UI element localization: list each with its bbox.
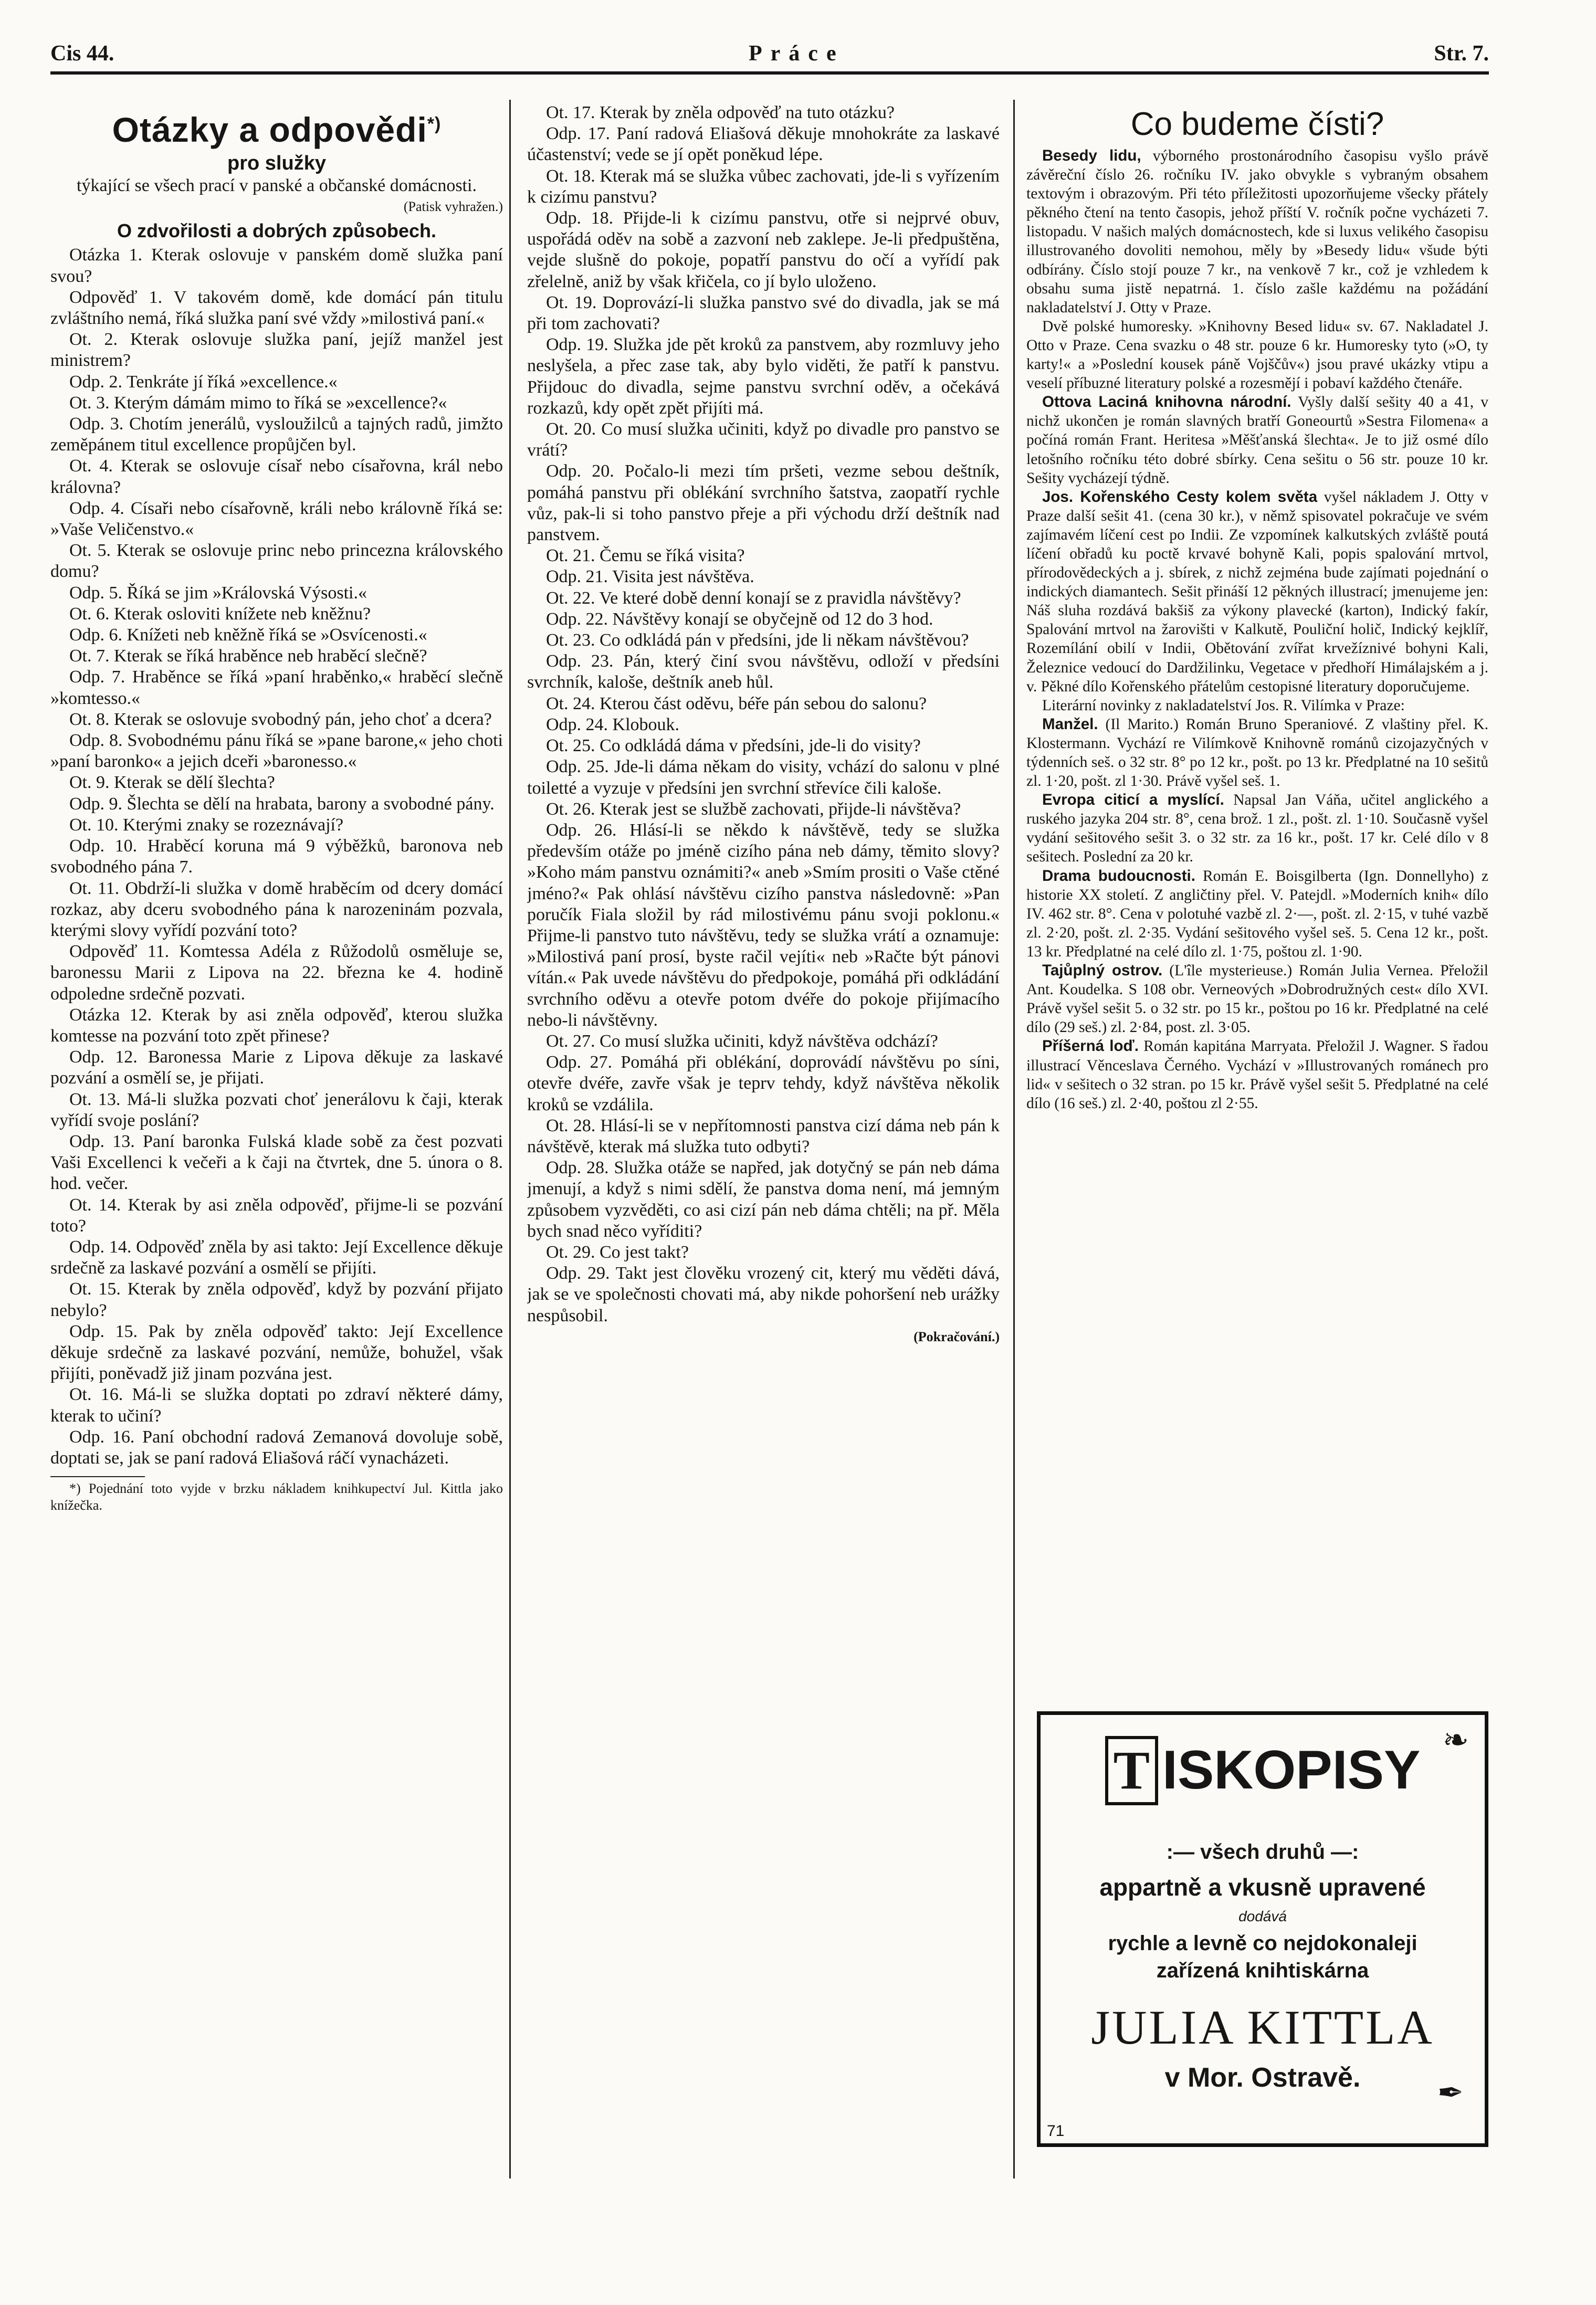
qa-paragraph: Ot. 29. Co jest takt? [546, 1242, 689, 1262]
qa-paragraph: Ot. 28. Hlásí-li se v nepřítomnosti panstva cizí dáma neb pán k návštěvě, kterak má služka tuto odbyti? [527, 1115, 1000, 1156]
issue-number: Cis 44. [50, 41, 114, 66]
notice-text: Román E. Boisgilberta (Ign. Donnellyho) z historie XX století. Z angličtiny přel. V. Patejdl. »Moderních knih« dílo IV. 462 str. 8°. Cena v polotuhé vazbě zl. 2·—, pošt. zl. 2·15, v tuhé vazbě zl. 2·20, pošt. zl. 2·35. Vydání sešitového vyšel seš. 5. Cena 12 kr., pošt. 13 kr. Předplatné na celé dílo zl. 1·75, poštou zl. 1·90. [1026, 867, 1488, 960]
ad-company-name: JULIA KITTLA [1091, 2001, 1434, 2054]
qa-paragraph: Ot. 21. Čemu se říká visita? [546, 546, 745, 566]
qa-paragraph: Odp. 21. Visita jest návštěva. [546, 567, 754, 587]
notice-paragraph [1026, 393, 1488, 487]
qa-paragraph: Odp. 28. Služka otáže se napřed, jak dotyčný se pán neb dáma jmenují, a když s nimi sdělí, že panstva doma není, má jemným způsobem vyzvěděti, co asi cizí pán neb dáma chtěli; na př. Měla bych snad něco vyříditi? [527, 1158, 1000, 1241]
footnote-mark: *) [427, 114, 442, 134]
notice-text: vyšel nákladem J. Otty v Praze další sešit 41. (cena 30 kr.), v němž spisovatel pokračuje ve svém zajímavém líčení cest po Indii. Ze vzpomínek kalkutských zvláště poutá líčení obřadů ku poctě krvavé bohyně Kali, popis spalování mrtvol, přírodovědeckých a j. sbírek, z nichž zejména bude zajímati pojednání o indických diamantech. Sešit přináší 12 pěkných illustrací; jmenujeme jen: Náš sluha rozdává bakšiš za výkony plavecké (karton), Indický fakír, Spalování mrtvol na žarovišti v Kalkutě, Pouliční holič, Indický kejklíř, Rozemílání obilí v Indii, Obětování zvířat krvežíznivé bohyni Kali, Železnice vedoucí do Dardžilinku, Vegetace v předhoří Himálajském a j. v. Pěkné dílo Kořenského přátelům cestopisné literatury doporučujeme. [1026, 488, 1488, 695]
notice-title: Evropa citicí a myslící. [1042, 791, 1224, 809]
page-header [50, 41, 1489, 72]
qa-paragraph: Ot. 9. Kterak se dělí šlechta? [69, 773, 275, 793]
ad-location: v Mor. Ostravě. [1164, 2062, 1361, 2093]
qa-paragraph: Odp. 2. Tenkráte jí říká »excellence.« [69, 372, 338, 392]
qa-paragraph: Ot. 3. Kterým dámám mimo to říká se »excellence?« [69, 393, 447, 413]
ad-line-style: appartně a vkusně upravené [1099, 1874, 1426, 1901]
notice-text: (L'île mysterieuse.) Román Julia Vernea. Přeložil Ant. Koudelka. S 108 obr. Verneových »Dobrodružných cest« dílo XVI. Právě vyšel sešit 5. o 32 str. po 15 kr., poštou po 16 kr. Předplatné na celé dílo (29 seš.) zl. 2·84, post. zl. 3·05. [1026, 962, 1488, 1036]
qa-list-1 [50, 245, 503, 1469]
column-divider-2 [1013, 100, 1015, 2178]
qa-paragraph: Ot. 17. Kterak by zněla odpověď na tuto otázku? [546, 103, 895, 122]
column-2 [527, 102, 1000, 2118]
notice-paragraph [1026, 696, 1488, 715]
notice-paragraph [1026, 317, 1488, 393]
qa-paragraph: Ot. 10. Kterými znaky se rozeznávají? [69, 815, 344, 835]
page-number: Str. 7. [1434, 41, 1489, 66]
qa-paragraph: Otázka 12. Kterak by asi zněla odpověď, kterou služka komtesse na pozvání toto zpět přinese? [50, 1005, 503, 1046]
qa-paragraph: Odp. 8. Svobodnému pánu říká se »pane barone,« jeho choti »paní baronko« a jejich dceři »baronesso.« [50, 731, 503, 772]
qa-paragraph: Odp. 18. Přijde-li k cizímu panstvu, otře si nejprvé obuv, uspořádá oděv na sobě a zazvoní neb zaklepe. Je-li předpuštěna, vejde slušně do pokoje, popatří panstvu do očí a vyřídí pak zřelelně, aniž by však křičela, co jí bylo uloženo. [527, 208, 1000, 291]
qa-paragraph: Odp. 26. Hlásí-li se někdo k návštěvě, tedy se služka především otáže po jméně cizího pána neb dámy, těmito slovy? »Koho mám panstvu oznámiti?« aneb »Smím prositi o Vaše ctěné jméno?« Pak ohlásí návštěvu cizího panstva následovně: »Pan poručík Fiala složil by rád milostivému pánu svoji poklonu.« Přijme-li panstvo tuto návštěvu, tedy se služka vrátí a oznamuje: »Milostivá paní prosí, byste račil vejíti« neb »Račte být pánovi vítán.« Pak uvede návštěvu do předpokoje, pomáhá při odkládání svrchního oděvu a otevře potom dvéře do pokoje přijímacího nebo-li návštěvny. [527, 820, 1000, 1030]
book-notices [1026, 146, 1488, 1113]
qa-paragraph: Odp. 29. Takt jest člověku vrozený cit, který mu věděti dává, jak se ve společnosti chovati má, aby nikde pohoršení neb urážky nespůsobil. [527, 1264, 1000, 1325]
article-description: týkající se všech prací v panské a občanské domácnosti. [77, 176, 477, 195]
notice-text: Napsal Jan Váňa, učitel anglického a ruského jazyka 204 str. 8°, cena brož. 1 zl., pošt. zl. 1·10. Současně vyšel vydání sešitového sešit 3. o 32 str. za 16 kr., pošt. 17 kr. Celé dílo v 8 sešitech. Poslední za 20 kr. [1026, 792, 1488, 866]
notice-title: Příšerná loď. [1042, 1037, 1139, 1055]
qa-paragraph: Odp. 10. Hraběcí koruna má 9 výběžků, baronova neb svobodného pána 7. [50, 836, 503, 877]
qa-paragraph: Ot. 13. Má-li služka pozvati choť jenerálovu k čaji, kterak vyřídí svoje poslání? [50, 1089, 503, 1130]
notice-paragraph [1026, 961, 1488, 1037]
section-heading: O zdvořilosti a dobrých způsobech. [117, 220, 437, 242]
qa-paragraph: Otázka 1. Kterak oslovuje v panském domě služka paní svou? [50, 245, 503, 286]
qa-paragraph: Ot. 4. Kterak se oslovuje císař nebo císařovna, král nebo královna? [50, 456, 503, 497]
quill-ornament-icon: ✒ [1437, 2075, 1464, 2110]
newspaper-name: Práce [749, 41, 845, 66]
qa-paragraph: Odp. 4. Císaři nebo císařovně, králi nebo královně říká se: »Vaše Veličenstvo.« [50, 498, 503, 540]
qa-paragraph: Ot. 27. Co musí služka učiniti, když návštěva odchází? [546, 1031, 938, 1051]
qa-paragraph: Odp. 5. Říká se jim »Královská Výsosti.« [69, 583, 367, 603]
qa-paragraph: Odp. 16. Paní obchodní radová Zemanová dovoluje sobě, doptati se, jak se paní radová Eliašová ráčí vynacházeti. [50, 1427, 503, 1468]
qa-paragraph: Ot. 11. Obdrží-li služka v domě hraběcím od dcery domácí rozkaz, aby dceru svobodného pána k narozeninám pozvala, kterými slovy vyřídí pozvání toto? [50, 878, 503, 940]
qa-paragraph: Odp. 22. Návštěvy konají se obyčejně od 12 do 3 hod. [546, 609, 933, 629]
qa-list-2 [527, 102, 1000, 1327]
qa-paragraph: Ot. 26. Kterak jest se službě zachovati, přijde-li návštěva? [546, 799, 961, 819]
notice-title: Jos. Kořenského Cesty kolem světa [1042, 488, 1318, 506]
qa-paragraph: Ot. 25. Co odkládá dáma v předsíni, jde-li do visity? [546, 736, 921, 756]
notice-text: výborného prostonárodního časopisu vyšlo právě závěreční číslo 26. ročníku IV. jako obvykle s vybraným obsahem textovým i obrazovým. Při této příležitosti upozorňujeme všecky přátely pěkného čtení na tento časopis, jehož příští V. ročník počne vycházeti 7. listopadu. V našich malých domácnostech, kde si luxus velikého časopisu illustrovaného dovoliti nemohou, měly by »Besedy lidu« všude býti odbírány. Číslo stojí pouze 7 kr., na venkově 7 kr., což je vzhledem k obsahu suma jistě nepatrná. 1. číslo zašle každému na požádání nakladatelství J. Otty v Praze. [1026, 148, 1488, 316]
ad-line-quality: rychle a levně co nejdokonaleji [1108, 1932, 1418, 1955]
ad-headline [1041, 1736, 1485, 1805]
notice-text: Román kapitána Marryata. Přeložil J. Wagner. S řadou illustrací Věnceslava Černého. Vychází v »Illustrovaných románech pro lid« v sešitech o 32 stran. po 15 kr. Právě vyšel sešit 5. Předplatné na celé dílo (16 seš.) zl. 2·40, poštou zl 2·55. [1026, 1038, 1488, 1112]
qa-paragraph: Odpověď 1. V takovém domě, kde domácí pán titulu zvláštního nemá, říká služka paní své vždy »milostivá paní.« [50, 287, 503, 329]
qa-paragraph: Odp. 23. Pán, který činí svou návštěvu, odloží v předsíni svrchník, kaloše, deštník aneb hůl. [527, 651, 1000, 692]
qa-paragraph: Ot. 15. Kterak by zněla odpověď, když by pozvání přijato nebylo? [50, 1279, 503, 1320]
column-divider-1 [509, 100, 511, 2178]
qa-paragraph: Ot. 7. Kterak se říká hraběnce neb hraběcí slečně? [69, 646, 427, 666]
qa-paragraph: Odp. 25. Jde-li dáma někam do visity, vchází do salonu v plné toiletté a vyzuje v předsíni jen svrchní střevíce čili kaloše. [527, 757, 1000, 798]
qa-paragraph: Odp. 20. Počalo-li mezi tím pršeti, vezme sebou deštník, pomáhá panstvu při oblékání svrchního šatstva, zaopatří rychle vůz, pak-li si toho panstvo přeje a při východu drží deštník nad panstvem. [527, 461, 1000, 545]
corner-mark: 71 [1047, 2122, 1065, 2140]
notice-title: Besedy lidu, [1042, 147, 1141, 164]
footnote-rule [50, 1476, 145, 1477]
print-shop-advertisement [1037, 1711, 1488, 2147]
header-rule [50, 71, 1489, 75]
article-title [50, 102, 503, 151]
qa-paragraph: Odp. 12. Baronessa Marie z Lipova děkuje za laskavé pozvání a osmělí se, je přijati. [50, 1047, 503, 1088]
footnote: *) Pojednání toto vyjde v brzku nákladem knihkupectví Jul. Kittla jako knížečka. [50, 1481, 503, 1513]
ad-initial: T [1105, 1736, 1158, 1805]
column-3 [1026, 102, 1488, 1614]
notice-title: Ottova Laciná knihovna národní. [1042, 393, 1292, 411]
notice-paragraph [1026, 1037, 1488, 1112]
qa-paragraph: Odp. 17. Paní radová Eliašová děkuje mnohokráte za laskavé účastenství; vede se jí opět poněkud lépe. [527, 124, 1000, 165]
continuation-note: (Pokračování.) [914, 1329, 1000, 1344]
qa-paragraph: Odp. 3. Chotím jenerálů, vysloužilců a tajných radů, jimžto zeměpánem titul excellence propůjčen byl. [50, 414, 503, 455]
qa-paragraph: Odp. 24. Klobouk. [546, 714, 680, 734]
qa-paragraph: Ot. 20. Co musí služka učiniti, když po divadle pro panstvo se vrátí? [527, 419, 1000, 460]
notice-text: (Il Marito.) Román Bruno Speraniové. Z vlaštiny přel. K. Klostermann. Vychází re Vilímkově Knihovně románů cizojazyčných v týdenních seš. o 32 str. 8° po 12 kr., pošt. po 13 kr. Předplatné na 10 sešitů zl. 1·20, pošt. zl 1·30. Právě vyšel seš. 1. [1026, 715, 1488, 790]
qa-paragraph: Odp. 19. Služka jde pět kroků za panstvem, aby rozmluvy jeho neslyšela, a přec zase tak, aby bylo viděti, že patří k panstvu. Přijdouc do divadla, sejme panstvu svrchní oděv, a očekává rozkazů, kdy opět zpět přijíti má. [527, 335, 1000, 418]
qa-paragraph: Odp. 15. Pak by zněla odpověď takto: Její Excellence děkuje srdečně za laskavé pozvání, nemůže, bohužel, však přijíti, poněvadž již jinam pozvána jest. [50, 1321, 503, 1384]
notice-paragraph [1026, 146, 1488, 317]
qa-paragraph: Ot. 23. Co odkládá pán v předsíni, jde li někam návštěvou? [546, 630, 969, 650]
notice-paragraph [1026, 715, 1488, 791]
qa-paragraph: Ot. 22. Ve které době denní konají se z pravidla návštěvy? [546, 588, 961, 608]
qa-paragraph: Ot. 2. Kterak oslovuje služka paní, jejíž manžel jest ministrem? [50, 330, 503, 371]
notice-text: Vyšly další sešity 40 a 41, v nichž ukončen je román slavných bratří Goneourtů »Sestra Filomena« a počíná román Frant. Heritesa »Měšťanská šlechta«. Je to již osmé dílo letošního ročníku této dobré sbírky. Cena sešitu o 56 str. pouze 10 kr. Sešity vycházejí týdně. [1026, 394, 1488, 487]
qa-paragraph: Odpověď 11. Komtessa Adéla z Růžodolů osměluje se, baronessu Marii z Lipova na 22. března ke 4. hodině odpoledne srdečně pozvati. [50, 942, 503, 1004]
ad-headline-rest: ISKOPISY [1162, 1740, 1421, 1801]
notice-title: Tajůplný ostrov. [1042, 962, 1163, 980]
qa-paragraph: Ot. 5. Kterak se oslovuje princ nebo princezna královského domu? [50, 541, 503, 582]
qa-paragraph: Odp. 14. Odpověď zněla by asi takto: Její Excellence děkuje srdečně za laskavé pozvání a osmělí se přijíti. [50, 1237, 503, 1278]
notice-paragraph [1026, 488, 1488, 696]
qa-paragraph: Ot. 8. Kterak se oslovuje svobodný pán, jeho choť a dcera? [69, 709, 492, 729]
notice-title: Drama budoucnosti. [1042, 867, 1195, 885]
rights-note: (Patisk vyhražen.) [403, 199, 503, 215]
qa-paragraph: Ot. 18. Kterak má se služka vůbec zachovati, jde-li s vyřízením k cizímu panstvu? [527, 166, 1000, 207]
column-1 [50, 102, 503, 2223]
qa-paragraph: Ot. 6. Kterak osloviti knížete neb kněžnu? [69, 604, 371, 624]
qa-paragraph: Odp. 9. Šlechta se dělí na hrabata, barony a svobodné pány. [69, 794, 495, 814]
qa-paragraph: Odp. 6. Knížeti neb kněžně říká se »Osvícenosti.« [69, 625, 427, 645]
article-subtitle: pro služky [227, 152, 326, 174]
notice-title: Manžel. [1042, 715, 1098, 733]
qa-paragraph: Ot. 19. Doprovází-li služka panstvo své do divadla, jak se má při tom zachovati? [527, 292, 1000, 334]
ad-line-delivers: dodává [1238, 1908, 1287, 1924]
qa-paragraph: Ot. 14. Kterak by asi zněla odpověď, přijme-li se pozvání toto? [50, 1195, 503, 1236]
qa-paragraph: Odp. 7. Hraběnce se říká »paní hraběnko,« hraběcí slečně »komtesso.« [50, 667, 503, 708]
ad-line-printer: zařízená knihtiskárna [1156, 1959, 1369, 1982]
notice-text: Dvě polské humoresky. »Knihovny Besed lidu« sv. 67. Nakladatel J. Otto v Praze. Cena svazku o 48 str. pouze 6 kr. Humoresky tyto (»O, ty karty!« a »Poslední kousek páně Vojščův«) jsou pravé ukázky vtipu a veselí příbuzné literatury polské a rozesmějí i pobaví každého čtenáře. [1026, 318, 1488, 392]
qa-paragraph: Ot. 24. Kterou část oděvu, béře pán sebou do salonu? [546, 693, 927, 713]
ad-line-kinds: :— všech druhů —: [1166, 1840, 1359, 1864]
reading-section-title: Co budeme čísti? [1130, 106, 1384, 142]
feather-ornament-icon: ❧ [1442, 1722, 1469, 1757]
qa-paragraph: Odp. 27. Pomáhá při oblékání, doprovádí návštěvu po síni, otevře dvéře, zavře však je teprv tehdy, když návštěva několik kroků se vzdálila. [527, 1052, 1000, 1114]
notice-paragraph [1026, 791, 1488, 866]
qa-paragraph: Odp. 13. Paní baronka Fulská klade sobě za čest pozvati Vaši Excellenci k večeři a k čaji na čtvrtek, dne 5. února o 8. hod. večer. [50, 1131, 503, 1194]
qa-paragraph: Ot. 16. Má-li se služka doptati po zdraví některé dámy, kterak to učiní? [50, 1385, 503, 1426]
notice-text: Literární novinky z nakladatelství Jos. R. Vilímka v Praze: [1042, 697, 1405, 714]
article-title-text: Otázky a odpovědi [112, 110, 427, 149]
notice-paragraph [1026, 867, 1488, 961]
